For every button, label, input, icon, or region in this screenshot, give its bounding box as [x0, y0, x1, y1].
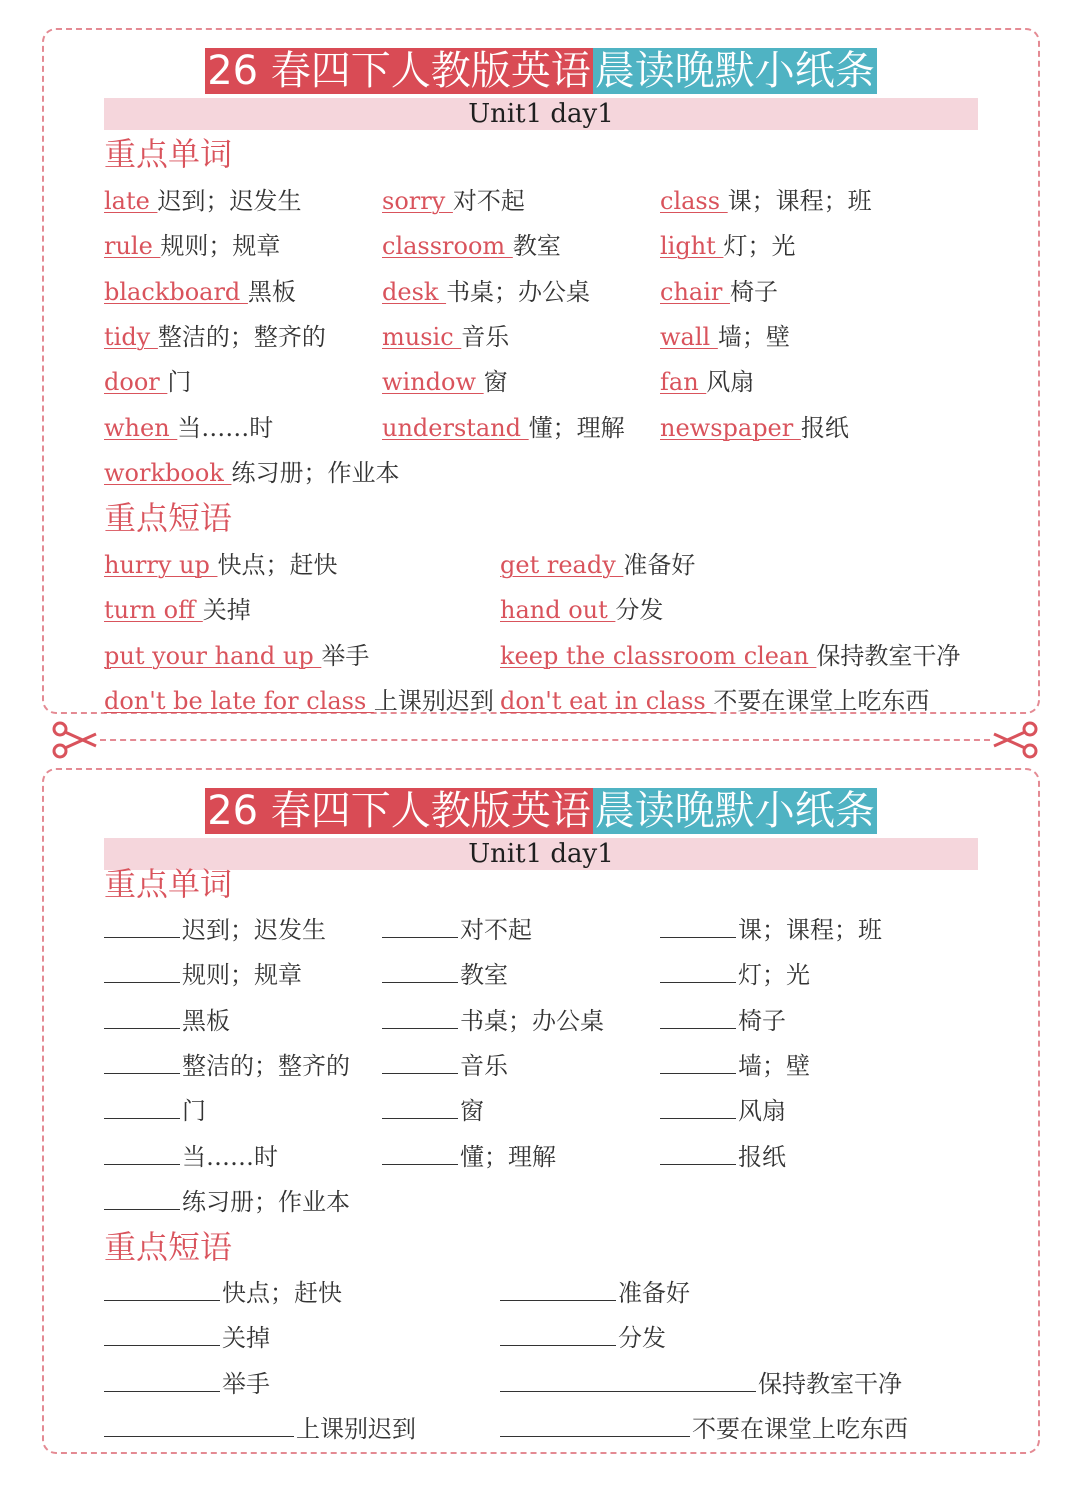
phrase-entry [500, 1414, 908, 1444]
word-entry [104, 1142, 278, 1172]
word-entry [382, 367, 508, 397]
word-english: rule [104, 232, 161, 261]
phrase-entry [104, 1278, 342, 1308]
word-chinese: 练习册；作业本 [231, 458, 400, 487]
cut-line [100, 739, 990, 741]
word-english: wall [660, 322, 718, 351]
word-chinese: 懂；理解 [460, 1142, 556, 1171]
word-chinese: 当……时 [177, 413, 274, 442]
phrase-blank[interactable] [500, 1369, 756, 1392]
word-blank[interactable] [104, 1006, 180, 1029]
phrase-chinese: 上课别迟到 [373, 686, 494, 715]
phrase-chinese: 保持教室干净 [758, 1369, 902, 1398]
phrase-chinese: 分发 [615, 596, 664, 625]
word-blank[interactable] [382, 1051, 458, 1074]
word-entry [382, 1006, 604, 1036]
phrase-chinese: 关掉 [222, 1324, 270, 1353]
word-chinese: 窗 [460, 1097, 484, 1126]
word-entry [104, 1006, 230, 1036]
scissors-icon [50, 720, 100, 760]
word-blank[interactable] [660, 1096, 736, 1119]
phrase-entry [104, 641, 369, 671]
word-chinese: 黑板 [182, 1006, 230, 1035]
phrase-chinese: 准备好 [618, 1279, 690, 1307]
word-entry [660, 1096, 786, 1126]
phrase-blank[interactable] [104, 1278, 220, 1301]
word-entry [104, 413, 273, 443]
word-english: sorry [382, 187, 453, 215]
word-blank[interactable] [104, 1142, 180, 1165]
word-entry [104, 231, 280, 261]
phrase-entry [500, 1369, 902, 1399]
title-part1: 26 春四下人教版英语 [207, 48, 591, 94]
word-entry [382, 915, 532, 945]
word-chinese: 报纸 [800, 413, 849, 442]
phrase-blank[interactable] [104, 1414, 294, 1437]
word-english: understand [382, 413, 529, 442]
phrase-entry [500, 641, 960, 671]
word-blank[interactable] [104, 1051, 180, 1074]
word-entry [660, 322, 790, 352]
word-chinese: 黑板 [247, 277, 296, 306]
word-english: late [104, 187, 158, 215]
word-chinese: 迟到；迟发生 [182, 916, 326, 944]
phrase-chinese: 不要在课堂上吃东西 [692, 1414, 908, 1443]
word-entry [660, 231, 795, 261]
phrase-english: turn off [104, 596, 203, 625]
word-entry [660, 367, 754, 397]
word-blank[interactable] [660, 1142, 736, 1165]
phrase-english: keep the classroom clean [500, 641, 817, 670]
word-chinese: 灯；光 [723, 232, 796, 261]
word-chinese: 课；课程；班 [727, 187, 872, 215]
word-blank[interactable] [660, 1006, 736, 1029]
word-chinese: 门 [167, 368, 192, 397]
word-entry [104, 960, 302, 990]
word-entry [382, 186, 525, 216]
phrase-chinese: 不要在课堂上吃东西 [713, 686, 930, 715]
word-chinese: 灯；光 [738, 961, 810, 990]
word-english: classroom [382, 232, 513, 261]
phrase-english: hand out [500, 596, 616, 625]
words-heading: 重点单词 [104, 865, 233, 903]
word-chinese: 教室 [460, 961, 508, 990]
word-entry [104, 277, 296, 307]
word-chinese: 规则；规章 [182, 961, 302, 990]
scissors-icon [990, 720, 1040, 760]
word-entry [104, 1187, 350, 1217]
word-chinese: 当……时 [182, 1142, 278, 1171]
word-entry [104, 458, 399, 488]
word-blank[interactable] [660, 1051, 736, 1074]
phrase-english: hurry up [104, 551, 218, 579]
word-entry [660, 1142, 786, 1172]
phrase-english: get ready [500, 551, 624, 579]
word-chinese: 练习册；作业本 [182, 1187, 350, 1216]
phrase-chinese: 快点；赶快 [222, 1279, 342, 1307]
word-entry [660, 277, 778, 307]
phrase-blank[interactable] [500, 1278, 616, 1301]
phrase-blank[interactable] [500, 1414, 690, 1437]
word-entry [382, 960, 508, 990]
word-entry [104, 186, 301, 216]
word-english: newspaper [660, 413, 801, 442]
word-english: fan [660, 368, 707, 397]
word-chinese: 教室 [512, 232, 561, 261]
word-chinese: 迟到；迟发生 [157, 187, 302, 215]
word-chinese: 墙；壁 [717, 322, 790, 351]
word-english: when [104, 413, 178, 442]
word-english: chair [660, 277, 730, 306]
word-entry [382, 277, 590, 307]
word-chinese: 整洁的；整齐的 [157, 322, 326, 351]
phrase-blank[interactable] [500, 1323, 616, 1346]
word-english: tidy [104, 322, 158, 351]
word-chinese: 音乐 [461, 322, 510, 351]
phrase-english: don't eat in class [500, 686, 714, 715]
word-entry [660, 186, 872, 216]
card-title [44, 46, 1038, 96]
word-blank[interactable] [104, 915, 180, 938]
phrase-entry [104, 595, 251, 625]
word-chinese: 椅子 [738, 1006, 786, 1035]
word-blank[interactable] [382, 1006, 458, 1029]
word-chinese: 窗 [483, 368, 508, 397]
word-chinese: 风扇 [738, 1097, 786, 1126]
phrases-heading: 重点短语 [104, 499, 233, 537]
word-chinese: 音乐 [460, 1051, 508, 1080]
phrase-entry [104, 1414, 416, 1444]
word-english: class [660, 187, 728, 215]
phrase-entry [500, 1323, 666, 1353]
phrase-chinese: 举手 [222, 1369, 270, 1398]
word-entry [104, 915, 326, 945]
word-entry [660, 1006, 786, 1036]
word-entry [382, 1142, 556, 1172]
unit-band: Unit1 day1 [104, 98, 978, 130]
word-entry [104, 1051, 350, 1081]
word-entry [104, 322, 326, 352]
word-entry [104, 367, 191, 397]
word-chinese: 懂；理解 [528, 413, 625, 442]
phrase-chinese: 关掉 [202, 596, 251, 625]
phrase-entry [500, 550, 695, 580]
word-blank[interactable] [382, 1096, 458, 1119]
word-chinese: 门 [182, 1097, 206, 1126]
phrase-chinese: 举手 [321, 641, 370, 670]
word-chinese: 报纸 [738, 1142, 786, 1171]
word-blank[interactable] [660, 960, 736, 983]
word-english: workbook [104, 458, 232, 487]
word-english: blackboard [104, 277, 248, 306]
word-chinese: 课；课程；班 [738, 916, 882, 944]
word-english: desk [382, 277, 447, 306]
card-title [44, 786, 1038, 836]
word-chinese: 对不起 [452, 187, 525, 215]
words-heading: 重点单词 [104, 135, 233, 173]
word-entry [382, 1051, 508, 1081]
word-blank[interactable] [104, 1187, 180, 1210]
phrase-chinese: 快点；赶快 [217, 551, 338, 579]
word-chinese: 墙；壁 [738, 1051, 810, 1080]
phrase-entry [104, 1369, 270, 1399]
word-chinese: 规则；规章 [160, 232, 281, 261]
word-english: music [382, 322, 462, 351]
word-entry [382, 322, 509, 352]
phrase-entry [500, 1278, 690, 1308]
unit-band: Unit1 day1 [104, 838, 978, 870]
word-chinese: 书桌；办公桌 [446, 277, 591, 306]
word-chinese: 风扇 [706, 368, 755, 397]
word-blank[interactable] [382, 960, 458, 983]
word-english: door [104, 368, 168, 397]
title-part2: 晨读晚默小纸条 [594, 788, 875, 834]
word-entry [104, 1096, 206, 1126]
phrase-chinese: 上课别迟到 [296, 1414, 416, 1443]
word-chinese: 整洁的；整齐的 [182, 1051, 350, 1080]
word-entry [660, 915, 882, 945]
word-blank[interactable] [382, 915, 458, 938]
word-chinese: 椅子 [729, 277, 778, 306]
phrases-heading: 重点短语 [104, 1228, 233, 1266]
word-entry [660, 960, 810, 990]
word-entry [382, 413, 625, 443]
word-chinese: 对不起 [460, 916, 532, 944]
phrase-english: put your hand up [104, 641, 322, 670]
word-blank[interactable] [104, 960, 180, 983]
title-part2: 晨读晚默小纸条 [594, 48, 875, 94]
word-english: light [660, 232, 724, 261]
word-entry [660, 413, 849, 443]
phrase-chinese: 保持教室干净 [816, 641, 961, 670]
word-entry [660, 1051, 810, 1081]
phrase-entry [500, 686, 929, 716]
phrase-blank[interactable] [104, 1323, 220, 1346]
word-entry [382, 231, 561, 261]
phrase-entry [104, 1323, 270, 1353]
phrase-blank[interactable] [104, 1369, 220, 1392]
answer-card [42, 28, 1040, 714]
phrase-entry [104, 686, 494, 716]
word-chinese: 书桌；办公桌 [460, 1006, 604, 1035]
phrase-chinese: 分发 [618, 1324, 666, 1353]
word-english: window [382, 368, 484, 397]
phrase-entry [500, 595, 663, 625]
practice-card [42, 768, 1040, 1454]
word-blank[interactable] [104, 1096, 180, 1119]
phrase-entry [104, 550, 338, 580]
word-blank[interactable] [660, 915, 736, 938]
word-blank[interactable] [382, 1142, 458, 1165]
phrase-chinese: 准备好 [623, 551, 696, 579]
title-part1: 26 春四下人教版英语 [207, 788, 591, 834]
word-entry [382, 1096, 484, 1126]
phrase-english: don't be late for class [104, 686, 374, 715]
